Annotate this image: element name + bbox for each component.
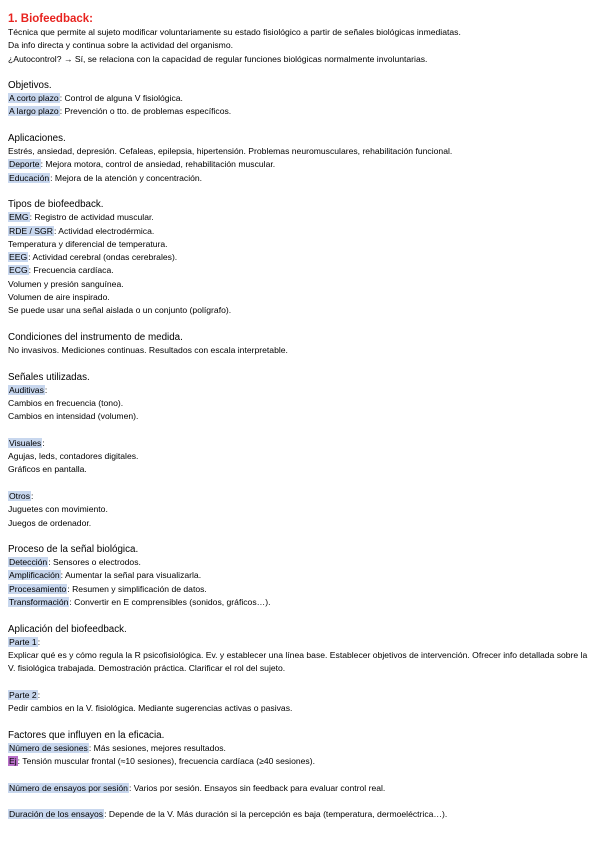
highlighted-term: ECG <box>9 265 28 276</box>
section-heading-objetivos: Objetivos. <box>8 80 52 92</box>
section-heading-condiciones: Condiciones del instrumento de medida. <box>8 331 183 343</box>
highlighted-term: Amplificación <box>9 570 60 581</box>
list-item: Amplificación: Aumentar la señal para visualizarla. <box>9 570 202 581</box>
paragraph: Explicar qué es y cómo regula la R psicofisiológica. Ev. y establecer una línea base. Establecer objetivos de intervención. Ofrecer info detallada sobre la V. fisiológica trabajada. Demostración práctica. Clarificar el rol del sujeto. <box>8 649 588 674</box>
highlighted-term: EEG <box>9 252 28 263</box>
list-item: Duración de los ensayos: Depende de la V. Más duración si la percepción es baja (temperatura, dermoeléctrica…). <box>9 809 448 820</box>
highlighted-term: Auditivas <box>9 384 44 395</box>
list-item: Temperatura y diferencial de temperatura. <box>8 238 168 249</box>
list-item: EMG: Registro de actividad muscular. <box>9 212 154 223</box>
section-heading-aplicaciones: Aplicaciones. <box>8 133 66 145</box>
highlighted-term: Parte 2 <box>9 689 37 700</box>
subheading: Parte 1: <box>9 636 41 647</box>
list-item: Cambios en frecuencia (tono). <box>8 397 124 408</box>
list-item: EEG: Actividad cerebral (ondas cerebrales). <box>9 252 178 263</box>
highlighted-term: Educación <box>9 172 50 183</box>
paragraph-line: No invasivos. Mediciones continuas. Resultados con escala interpretable. <box>8 344 288 355</box>
section-heading-aplicacion: Aplicación del biofeedback. <box>8 623 127 635</box>
document-page <box>8 12 592 821</box>
paragraph-line: Estrés, ansiedad, depresión. Cefaleas, epilepsia, hipertensión. Problemas neuromusculares, rehabilitación funcional. <box>8 146 453 157</box>
section-heading-senales: Señales utilizadas. <box>8 371 90 383</box>
highlighted-term: Detección <box>9 557 48 568</box>
highlighted-term: A largo plazo <box>9 106 59 117</box>
section-heading-proceso: Proceso de la señal biológica. <box>8 544 139 556</box>
document-title: 1. Biofeedback: <box>8 13 93 25</box>
list-item: Agujas, leds, contadores digitales. <box>8 451 139 462</box>
highlighted-term: Otros <box>9 490 31 501</box>
list-item: Número de ensayos por sesión: Varios por sesión. Ensayos sin feedback para evaluar control real. <box>9 782 386 793</box>
highlighted-term: Parte 1 <box>9 636 37 647</box>
highlighted-term: EMG <box>9 212 29 223</box>
highlighted-term: Procesamiento <box>9 583 67 594</box>
list-item: Educación: Mejora de la atención y concentración. <box>9 172 203 183</box>
highlighted-term: RDE / SGR <box>9 225 53 236</box>
highlighted-term: Número de ensayos por sesión <box>9 782 128 793</box>
highlighted-term: Visuales <box>9 437 42 448</box>
list-item: Juguetes con movimiento. <box>8 504 108 515</box>
highlighted-term: Transformación <box>9 596 69 607</box>
intro-line: Técnica que permite al sujeto modificar voluntariamente su estado fisiológico a partir de señales biológicas inmediatas. <box>8 27 461 37</box>
list-item: Transformación: Convertir en E comprensibles (sonidos, gráficos…). <box>9 596 271 607</box>
intro-line: Da info directa y continua sobre la actividad del organismo. <box>8 40 233 51</box>
list-item: Volumen y presión sanguínea. <box>8 278 124 289</box>
list-item: Se puede usar una señal aislada o un conjunto (polígrafo). <box>8 305 232 316</box>
subheading: Auditivas: <box>9 384 48 395</box>
highlighted-term: Número de sesiones <box>9 742 88 753</box>
list-item: Volumen de aire inspirado. <box>8 292 110 303</box>
list-item: A corto plazo: Control de alguna V fisiológica. <box>9 93 183 104</box>
list-item: Juegos de ordenador. <box>8 517 92 528</box>
list-item: ECG: Frecuencia cardíaca. <box>9 265 114 276</box>
highlighted-term: A corto plazo <box>9 93 59 104</box>
list-item: Deporte: Mejora motora, control de ansiedad, rehabilitación muscular. <box>9 159 276 170</box>
list-item: RDE / SGR: Actividad electrodérmica. <box>9 225 155 236</box>
highlighted-term: Deporte <box>9 159 40 170</box>
highlighted-term: Duración de los ensayos <box>9 809 104 820</box>
list-item: A largo plazo: Prevención o tto. de problemas específicos. <box>9 106 232 117</box>
intro-line: ¿Autocontrol? → Sí, se relaciona con la capacidad de regular funciones biológicas normalmente involuntarias. <box>8 53 428 64</box>
list-item: Procesamiento: Resumen y simplificación de datos. <box>9 583 207 594</box>
section-heading-factores: Factores que influyen en la eficacia. <box>8 729 165 741</box>
list-item: Número de sesiones: Más sesiones, mejores resultados. <box>9 742 226 753</box>
section-heading-tipos: Tipos de biofeedback. <box>8 199 104 211</box>
list-item: Ej: Tensión muscular frontal (≈10 sesiones), frecuencia cardíaca (≥40 sesiones). <box>9 755 315 766</box>
subheading: Parte 2: <box>9 689 41 700</box>
list-item: Detección: Sensores o electrodos. <box>9 557 141 568</box>
list-item: Cambios en intensidad (volumen). <box>8 411 139 422</box>
highlighted-term: Ej <box>9 755 17 766</box>
list-item: Gráficos en pantalla. <box>8 464 87 475</box>
subheading: Otros: <box>9 490 34 501</box>
subheading: Visuales: <box>9 437 45 448</box>
paragraph-line: Pedir cambios en la V. fisiológica. Mediante sugerencias activas o pasivas. <box>8 703 293 714</box>
